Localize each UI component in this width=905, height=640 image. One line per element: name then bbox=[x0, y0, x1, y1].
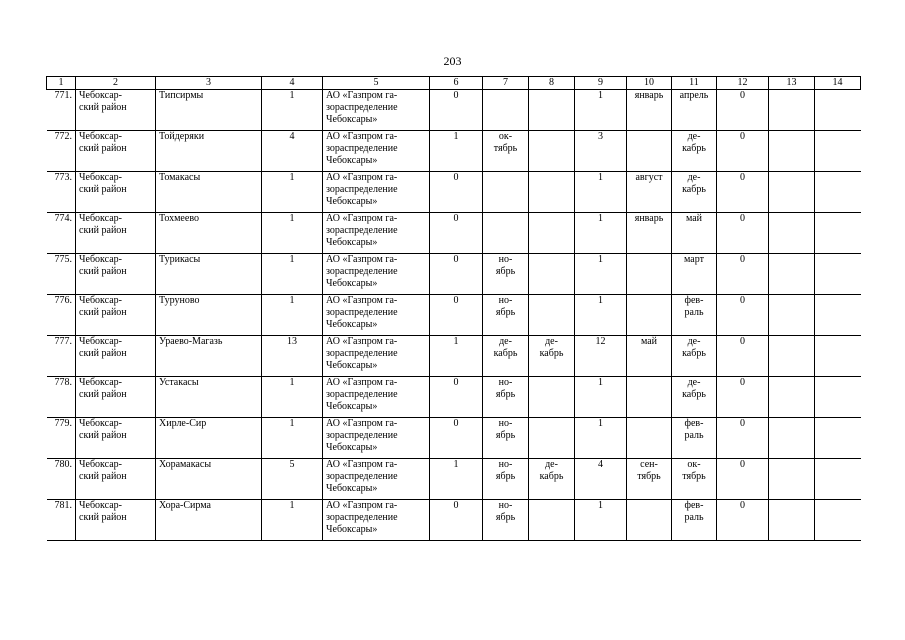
table-cell: АО «Газпром га- зораспределение Чебоксары» bbox=[323, 336, 430, 377]
data-table bbox=[46, 76, 861, 541]
table-cell: 773. bbox=[47, 172, 76, 213]
table-cell: де- кабрь bbox=[672, 131, 717, 172]
table-cell: ок- тябрь bbox=[672, 459, 717, 500]
table-row bbox=[47, 213, 861, 254]
table-cell: АО «Газпром га- зораспределение Чебоксары» bbox=[323, 213, 430, 254]
table-cell: фев- раль bbox=[672, 500, 717, 541]
table-cell: 13 bbox=[262, 336, 323, 377]
table-cell: АО «Газпром га- зораспределение Чебоксары» bbox=[323, 172, 430, 213]
table-cell: 0 bbox=[717, 459, 769, 500]
table-cell: 1 bbox=[262, 500, 323, 541]
table-cell: 0 bbox=[717, 90, 769, 131]
table-row bbox=[47, 172, 861, 213]
table-cell bbox=[815, 172, 861, 213]
table-cell: АО «Газпром га- зораспределение Чебоксары» bbox=[323, 295, 430, 336]
column-header: 9 bbox=[575, 77, 627, 90]
table-cell: Тойдеряки bbox=[156, 131, 262, 172]
table-cell bbox=[815, 131, 861, 172]
column-header: 8 bbox=[529, 77, 575, 90]
table-cell bbox=[769, 213, 815, 254]
column-header: 1 bbox=[47, 77, 76, 90]
table-cell bbox=[769, 172, 815, 213]
table-row bbox=[47, 500, 861, 541]
table-cell bbox=[769, 500, 815, 541]
column-header: 2 bbox=[76, 77, 156, 90]
column-header: 14 bbox=[815, 77, 861, 90]
table-cell bbox=[529, 418, 575, 459]
table-cell bbox=[529, 90, 575, 131]
column-header: 6 bbox=[430, 77, 483, 90]
table-cell bbox=[815, 459, 861, 500]
table-cell: Турикасы bbox=[156, 254, 262, 295]
table-cell bbox=[529, 172, 575, 213]
table-cell bbox=[815, 336, 861, 377]
table-cell: 0 bbox=[717, 500, 769, 541]
table-cell: 1 bbox=[575, 90, 627, 131]
table-cell: АО «Газпром га- зораспределение Чебоксары» bbox=[323, 418, 430, 459]
table-cell: АО «Газпром га- зораспределение Чебоксары» bbox=[323, 459, 430, 500]
table-cell: 1 bbox=[575, 295, 627, 336]
table-row bbox=[47, 336, 861, 377]
table-cell: Чебоксар- ский район bbox=[76, 213, 156, 254]
table-cell: 0 bbox=[430, 172, 483, 213]
table-cell bbox=[529, 295, 575, 336]
table-cell: март bbox=[672, 254, 717, 295]
table-cell: 5 bbox=[262, 459, 323, 500]
table-cell bbox=[483, 172, 529, 213]
table-cell: Устакасы bbox=[156, 377, 262, 418]
table-cell: ок- тябрь bbox=[483, 131, 529, 172]
table-cell: Чебоксар- ский район bbox=[76, 254, 156, 295]
table-cell: АО «Газпром га- зораспределение Чебоксары» bbox=[323, 500, 430, 541]
table-cell: 1 bbox=[262, 213, 323, 254]
table-cell: 778. bbox=[47, 377, 76, 418]
table-cell: де- кабрь bbox=[672, 377, 717, 418]
table-cell: январь bbox=[627, 90, 672, 131]
table-cell: Тохмеево bbox=[156, 213, 262, 254]
table-cell: 0 bbox=[430, 254, 483, 295]
table-cell: 1 bbox=[262, 172, 323, 213]
table-cell: 1 bbox=[575, 172, 627, 213]
column-header: 10 bbox=[627, 77, 672, 90]
table-cell: 0 bbox=[717, 254, 769, 295]
table-cell: АО «Газпром га- зораспределение Чебоксары» bbox=[323, 377, 430, 418]
table-cell bbox=[815, 418, 861, 459]
table-cell bbox=[483, 213, 529, 254]
column-header: 3 bbox=[156, 77, 262, 90]
header-row bbox=[47, 77, 861, 90]
column-header: 7 bbox=[483, 77, 529, 90]
table-cell bbox=[529, 500, 575, 541]
table-cell: 0 bbox=[430, 295, 483, 336]
table-cell bbox=[769, 459, 815, 500]
table-cell: сен- тябрь bbox=[627, 459, 672, 500]
table-cell: 776. bbox=[47, 295, 76, 336]
table-cell: Чебоксар- ский район bbox=[76, 459, 156, 500]
table-cell: 1 bbox=[262, 295, 323, 336]
column-header: 12 bbox=[717, 77, 769, 90]
table-cell: Хирле-Сир bbox=[156, 418, 262, 459]
table-cell bbox=[769, 131, 815, 172]
table-row bbox=[47, 459, 861, 500]
table-row bbox=[47, 90, 861, 131]
table-cell bbox=[627, 295, 672, 336]
page-number: 203 bbox=[443, 54, 462, 68]
table-cell: Чебоксар- ский район bbox=[76, 295, 156, 336]
table-row bbox=[47, 418, 861, 459]
table-cell: 12 bbox=[575, 336, 627, 377]
table-row bbox=[47, 254, 861, 295]
table-cell: 4 bbox=[575, 459, 627, 500]
table-cell: но- ябрь bbox=[483, 295, 529, 336]
table-cell: 1 bbox=[430, 459, 483, 500]
table-cell: де- кабрь bbox=[672, 336, 717, 377]
table-cell: 774. bbox=[47, 213, 76, 254]
table-cell: Чебоксар- ский район bbox=[76, 336, 156, 377]
table-cell bbox=[769, 377, 815, 418]
table-cell: январь bbox=[627, 213, 672, 254]
table-cell bbox=[529, 131, 575, 172]
table-cell: апрель bbox=[672, 90, 717, 131]
table-cell: Чебоксар- ский район bbox=[76, 90, 156, 131]
table-cell: 0 bbox=[717, 336, 769, 377]
table-cell: Томакасы bbox=[156, 172, 262, 213]
table-row bbox=[47, 295, 861, 336]
table-cell bbox=[815, 254, 861, 295]
table-body bbox=[47, 90, 861, 541]
table-cell: 781. bbox=[47, 500, 76, 541]
table-cell bbox=[627, 131, 672, 172]
table-cell: 1 bbox=[575, 500, 627, 541]
table-cell: 0 bbox=[717, 295, 769, 336]
table-cell: Чебоксар- ский район bbox=[76, 500, 156, 541]
table-cell bbox=[769, 254, 815, 295]
table-cell: май bbox=[672, 213, 717, 254]
table-cell bbox=[815, 90, 861, 131]
table-cell bbox=[627, 377, 672, 418]
table-cell: 0 bbox=[717, 377, 769, 418]
table-cell bbox=[483, 90, 529, 131]
table-cell bbox=[815, 500, 861, 541]
table-cell bbox=[815, 295, 861, 336]
table-cell: 771. bbox=[47, 90, 76, 131]
table-cell: 1 bbox=[430, 131, 483, 172]
table-cell: Хорамакасы bbox=[156, 459, 262, 500]
table-cell bbox=[815, 377, 861, 418]
table-cell: 4 bbox=[262, 131, 323, 172]
column-header: 13 bbox=[769, 77, 815, 90]
table-cell: 0 bbox=[717, 418, 769, 459]
table-cell: 780. bbox=[47, 459, 76, 500]
table-cell: де- кабрь bbox=[483, 336, 529, 377]
table-cell bbox=[627, 418, 672, 459]
table-cell: Ураево-Магазь bbox=[156, 336, 262, 377]
table-cell: 775. bbox=[47, 254, 76, 295]
table-cell: 1 bbox=[262, 90, 323, 131]
column-header: 5 bbox=[323, 77, 430, 90]
table-cell: де- кабрь bbox=[529, 336, 575, 377]
table-cell: 1 bbox=[262, 377, 323, 418]
table-cell: 0 bbox=[717, 172, 769, 213]
table-cell bbox=[769, 295, 815, 336]
table-cell: фев- раль bbox=[672, 418, 717, 459]
table-cell: 777. bbox=[47, 336, 76, 377]
table-cell: 1 bbox=[262, 418, 323, 459]
table-row bbox=[47, 131, 861, 172]
table-cell bbox=[815, 213, 861, 254]
table-cell: 3 bbox=[575, 131, 627, 172]
table-cell: 0 bbox=[717, 213, 769, 254]
table-cell bbox=[529, 213, 575, 254]
table-cell: 0 bbox=[717, 131, 769, 172]
table-cell: но- ябрь bbox=[483, 254, 529, 295]
table-cell: Хора-Сирма bbox=[156, 500, 262, 541]
table-cell: Чебоксар- ский район bbox=[76, 418, 156, 459]
table-cell: Типсирмы bbox=[156, 90, 262, 131]
table-cell bbox=[529, 377, 575, 418]
table-cell: Чебоксар- ский район bbox=[76, 131, 156, 172]
table-cell: 779. bbox=[47, 418, 76, 459]
table-cell: 772. bbox=[47, 131, 76, 172]
table-cell: АО «Газпром га- зораспределение Чебоксары» bbox=[323, 131, 430, 172]
table-cell bbox=[627, 254, 672, 295]
table-cell: но- ябрь bbox=[483, 500, 529, 541]
table-cell: 0 bbox=[430, 90, 483, 131]
table-cell: 1 bbox=[575, 377, 627, 418]
table-cell: 1 bbox=[262, 254, 323, 295]
table-cell: 1 bbox=[575, 213, 627, 254]
table-cell: но- ябрь bbox=[483, 377, 529, 418]
table-cell: 0 bbox=[430, 500, 483, 541]
table-cell: АО «Газпром га- зораспределение Чебоксары» bbox=[323, 90, 430, 131]
table-cell bbox=[769, 418, 815, 459]
table-cell: фев- раль bbox=[672, 295, 717, 336]
table-cell bbox=[529, 254, 575, 295]
table-cell: 0 bbox=[430, 418, 483, 459]
table-cell: май bbox=[627, 336, 672, 377]
table-cell: 0 bbox=[430, 213, 483, 254]
table-cell: Чебоксар- ский район bbox=[76, 377, 156, 418]
table-cell bbox=[769, 90, 815, 131]
table-cell: 0 bbox=[430, 377, 483, 418]
table-cell: август bbox=[627, 172, 672, 213]
column-header: 11 bbox=[672, 77, 717, 90]
table-cell: АО «Газпром га- зораспределение Чебоксары» bbox=[323, 254, 430, 295]
table-cell bbox=[769, 336, 815, 377]
table-cell bbox=[627, 500, 672, 541]
table-cell: Туруново bbox=[156, 295, 262, 336]
table-cell: 1 bbox=[575, 254, 627, 295]
table-cell: 1 bbox=[430, 336, 483, 377]
table-cell: но- ябрь bbox=[483, 418, 529, 459]
table-cell: но- ябрь bbox=[483, 459, 529, 500]
table-cell: де- кабрь bbox=[672, 172, 717, 213]
table-cell: де- кабрь bbox=[529, 459, 575, 500]
table-cell: Чебоксар- ский район bbox=[76, 172, 156, 213]
column-header: 4 bbox=[262, 77, 323, 90]
table-row bbox=[47, 377, 861, 418]
table-cell: 1 bbox=[575, 418, 627, 459]
